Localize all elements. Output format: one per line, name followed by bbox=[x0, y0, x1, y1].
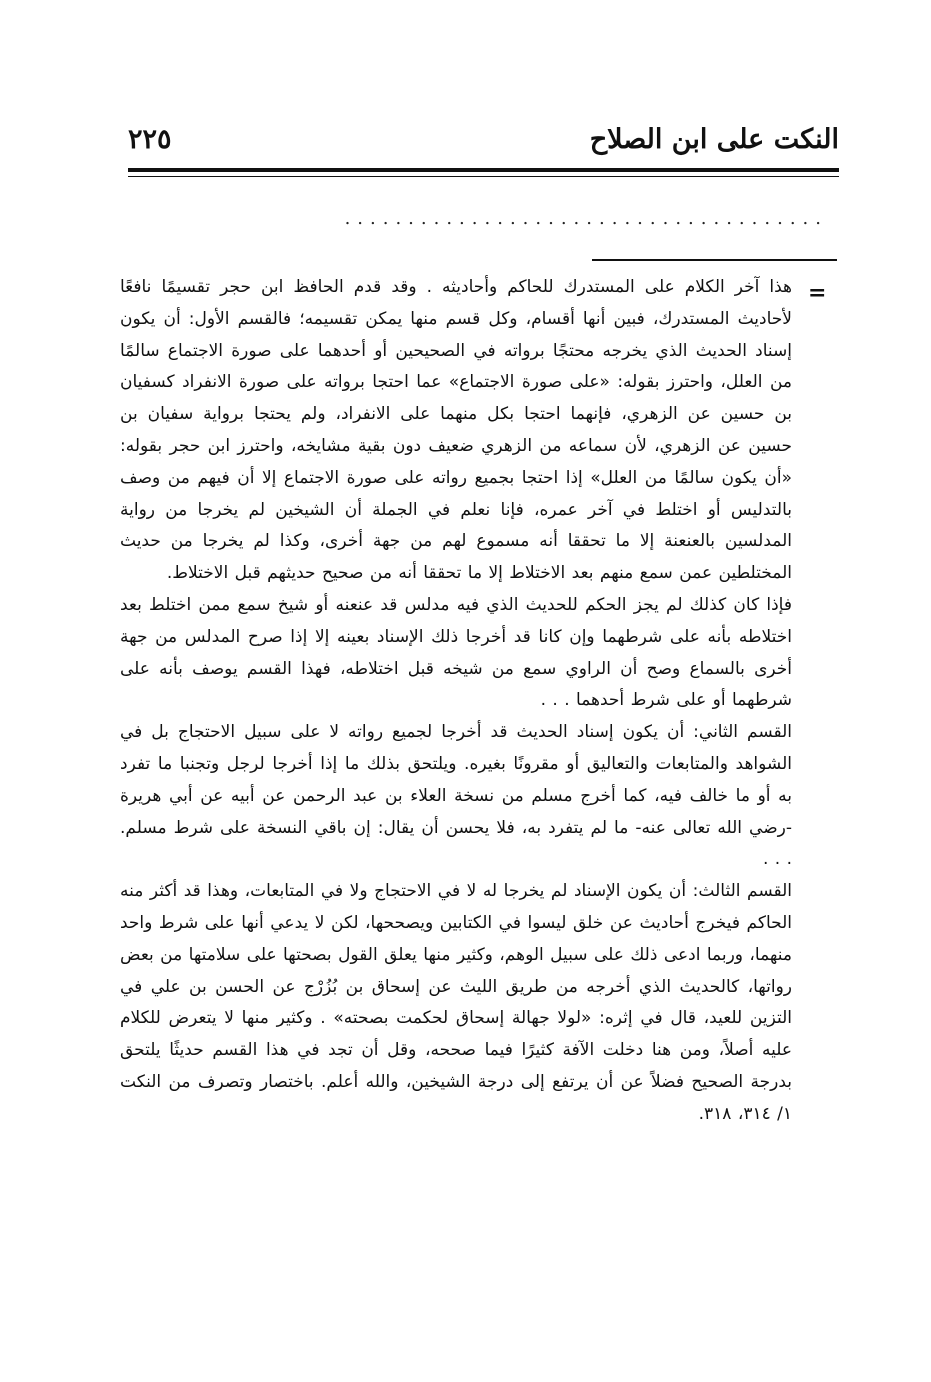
header-rule-thick bbox=[128, 168, 839, 172]
footnote-paragraph-1: هذا آخر الكلام على المستدرك للحاكم وأحاديثه . وقد قدم الحافظ ابن حجر تقسيمًا نافعًا لأحاديث المستدرك، فبين أنها أقسام، وكل قسم منها يمكن تقسيمه؛ فالقسم الأول: أن يكون إسناد الحديث الذي يخرجه محتجًا برواته في الصحيحين أو أحدهما على صورة الاجتماع سالمًا من العلل، واحترز بقوله: «على صورة الاجتماع» عما احتجا برواته على صورة الانفراد كسفيان بن حسين عن الزهري، فإنهما احتجا بكل منهما على الانفراد، ولم يحتجا برواية سفيان بن حسين عن الزهري، لأن سماعه من الزهري ضعيف دون بقية مشايخه، واحترز ابن حجر بقوله: «أن يكون سالمًا من العلل» إذا احتجا بجميع رواته على صورة الاجتماع إلا أن فيهم من وصف بالتدليس أو اختلط في آخر عمره، فإنا نعلم في الجملة أن الشيخين لم يخرجا من رواية المدلسين بالعنعنة إلا ما تحققا أنه مسموع لهم من جهة أخرى، وكذا لم يخرجا من حديث المختلطين عمن سمع منهم بعد الاختلاط إلا ما تحققا أنه من صحيح حديثهم قبل الاختلاط. bbox=[120, 277, 792, 584]
footnote-continuation-marker: = bbox=[808, 280, 827, 306]
running-header bbox=[128, 118, 839, 162]
footnote-rule bbox=[592, 259, 837, 261]
dotted-separator: ...................................... bbox=[344, 208, 828, 229]
footnote-paragraph-2: فإذا كان كذلك لم يجز الحكم للحديث الذي فيه مدلس قد عنعنه أو شيخ سمع ممن اختلط بعد اختلاطه بأنه على شرطهما وإن كانا قد أخرجا ذلك الإسناد بعينه إلا إذا صرح المدلس من جهة أخرى بالسماع وصح أن الراوي سمع من شيخه قبل اختلاطه، فهذا القسم يوصف بأنه على شرطهما أو على شرط أحدهما . . . bbox=[120, 594, 792, 711]
header-rule-thin bbox=[128, 176, 839, 177]
footnote-body bbox=[120, 272, 792, 1131]
page-number: ٢٢٥ bbox=[128, 124, 172, 155]
footnote-paragraph-4: القسم الثالث: أن يكون الإسناد لم يخرجا له لا في الاحتجاج ولا في المتابعات، وهذا قد أكثر منه الحاكم فيخرج أحاديث عن خلق ليسوا في الكتابين ويصححها، لكن لا يدعي أنها على شرط واحد منهما، وربما ادعى ذلك على سبيل الوهم، وكثير منها يعلق القول بصحتها على سلامتها من بعض رواتها، كالحديث الذي أخرجه من طريق الليث عن إسحاق بن بُزُرْج عن الحسن بن علي في التزين للعيد، قال في إثره: «لولا جهالة إسحاق لحكمت بصحته» . وكثير منها لا يتعرض للكلام عليه أصلاً، ومن هنا دخلت الآفة كثيرًا فيما صححه، وقل أن تجد في هذا القسم حديثًا يلتحق بدرجة الصحيح فضلاً عن أن يرتفع إلى درجة الشيخين، والله أعلم. باختصار وتصرف من النكت ١/ ٣١٤، ٣١٨. bbox=[120, 881, 792, 1124]
book-title: النكت على ابن الصلاح bbox=[589, 124, 839, 155]
footnote-paragraph-3: القسم الثاني: أن يكون إسناد الحديث قد أخرجا لجميع رواته لا على سبيل الاحتجاج بل في الشواهد والمتابعات والتعاليق أو مقرونًا بغيره. ويلتحق بذلك ما إذا أخرجا لرجل وتجنبا ما تفرد به أو ما خالف فيه، كما أخرج مسلم من نسخة العلاء بن عبد الرحمن عن أبيه عن أبي هريرة -رضي الله تعالى عنه- ما لم يتفرد به، فلا يحسن أن يقال: إن باقي النسخة على شرط مسلم. . . . bbox=[120, 722, 792, 870]
